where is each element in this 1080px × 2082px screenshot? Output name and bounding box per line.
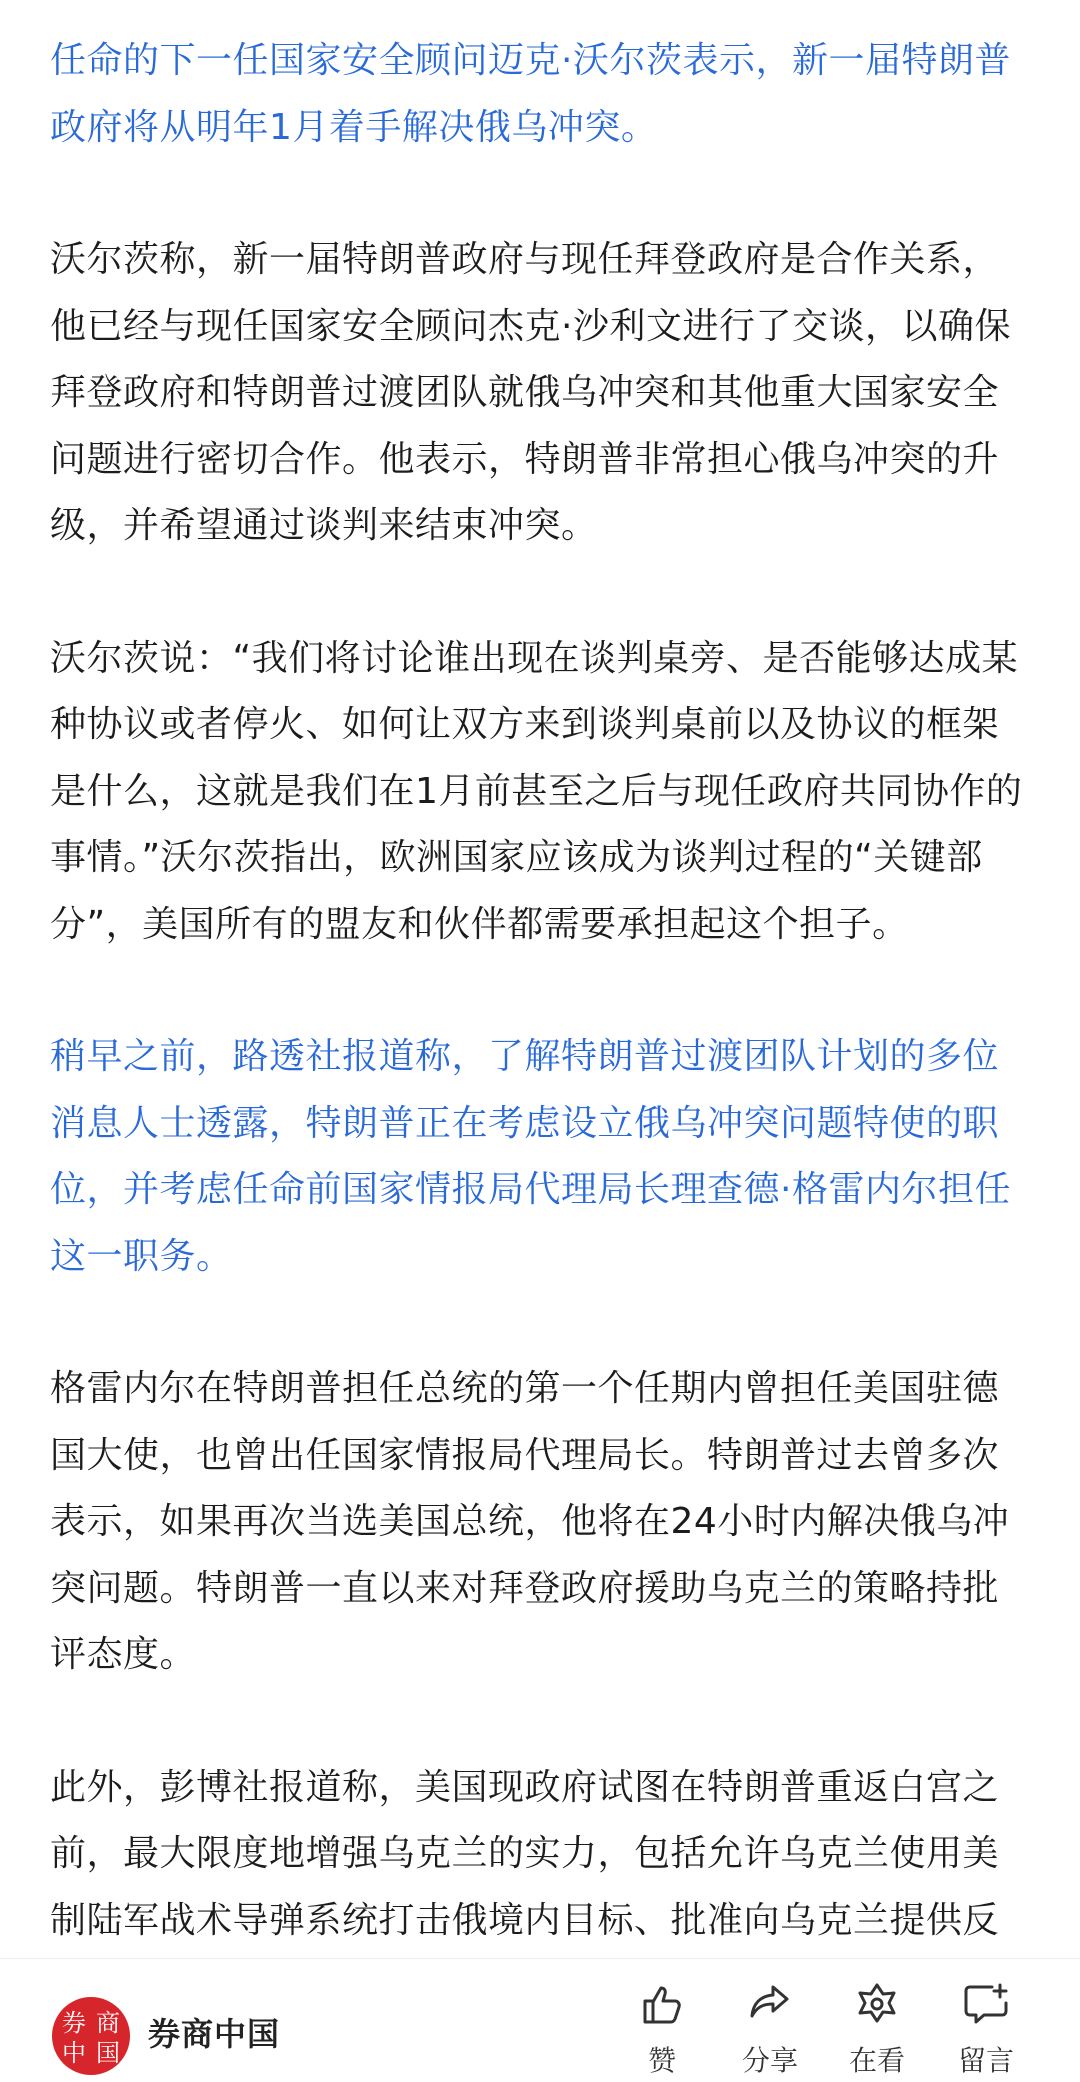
share-label: 分享 xyxy=(741,2044,798,2077)
thumbs-up-icon xyxy=(639,1981,685,2027)
article-paragraph: 此外，彭博社报道称，美国现政府试图在特朗普重返白宫之前，最大限度地增强乌克兰的实力，包括允许乌克兰使用美制陆军战术导弹系统打击俄境内目标、批准向乌克兰提供反 xyxy=(50,1766,1000,1941)
share-arrow-icon xyxy=(747,1981,793,2027)
comment-icon xyxy=(962,1981,1010,2027)
bottom-action-bar xyxy=(0,1958,1080,2082)
logo-char: 商 xyxy=(96,2009,120,2037)
article-paragraph: 稍早之前，路透社报道称，了解特朗普过渡团队计划的多位消息人士透露，特朗普正在考虑设立俄乌冲突问题特使的职位，并考虑任命前国家情报局代理局长理查德·格雷内尔担任这一职务。 xyxy=(50,1036,1011,1277)
publisher-name[interactable]: 券商中国 xyxy=(148,2015,281,2053)
article-body xyxy=(50,28,1035,1948)
like-label: 赞 xyxy=(647,2044,676,2077)
watch-button[interactable] xyxy=(827,1981,927,2081)
watch-label: 在看 xyxy=(848,2044,905,2077)
comment-button[interactable] xyxy=(936,1981,1036,2081)
article-paragraph: 沃尔茨称，新一届特朗普政府与现任拜登政府是合作关系，他已经与现任国家安全顾问杰克·沙利文进行了交谈，以确保拜登政府和特朗普过渡团队就俄乌冲突和其他重大国家安全问题进行密切合作。他表示，特朗普非常担心俄乌冲突的升级，并希望通过谈判来结束冲突。 xyxy=(50,239,1011,546)
article-paragraph: 任命的下一任国家安全顾问迈克·沃尔茨表示，新一届特朗普政府将从明年1月着手解决俄乌冲突。 xyxy=(50,40,1011,148)
article-paragraph: 格雷内尔在特朗普担任总统的第一个任期内曾担任美国驻德国大使，也曾出任国家情报局代理局长。特朗普过去曾多次表示，如果再次当选美国总统，他将在24小时内解决俄乌冲突问题。特朗普一直以来对拜登政府援助乌克兰的策略持批评态度。 xyxy=(50,1368,1010,1675)
article-paragraph: 沃尔茨说：“我们将讨论谁出现在谈判桌旁、是否能够达成某种协议或者停火、如何让双方来到谈判桌前以及协议的框架是什么，这就是我们在1月前甚至之后与现任政府共同协作的事情。”沃尔茨指出，欧洲国家应该成为谈判过程的“关键部分”，美国所有的盟友和伙伴都需要承担起这个担子。 xyxy=(50,637,1023,945)
logo-char: 国 xyxy=(96,2039,120,2067)
share-button[interactable] xyxy=(720,1981,820,2081)
logo-char: 中 xyxy=(62,2039,86,2067)
publisher-logo[interactable] xyxy=(50,1995,132,2077)
logo-char: 券 xyxy=(62,2009,86,2037)
comment-label: 留言 xyxy=(957,2044,1014,2077)
like-button[interactable] xyxy=(612,1981,712,2081)
flower-icon xyxy=(854,1981,900,2027)
